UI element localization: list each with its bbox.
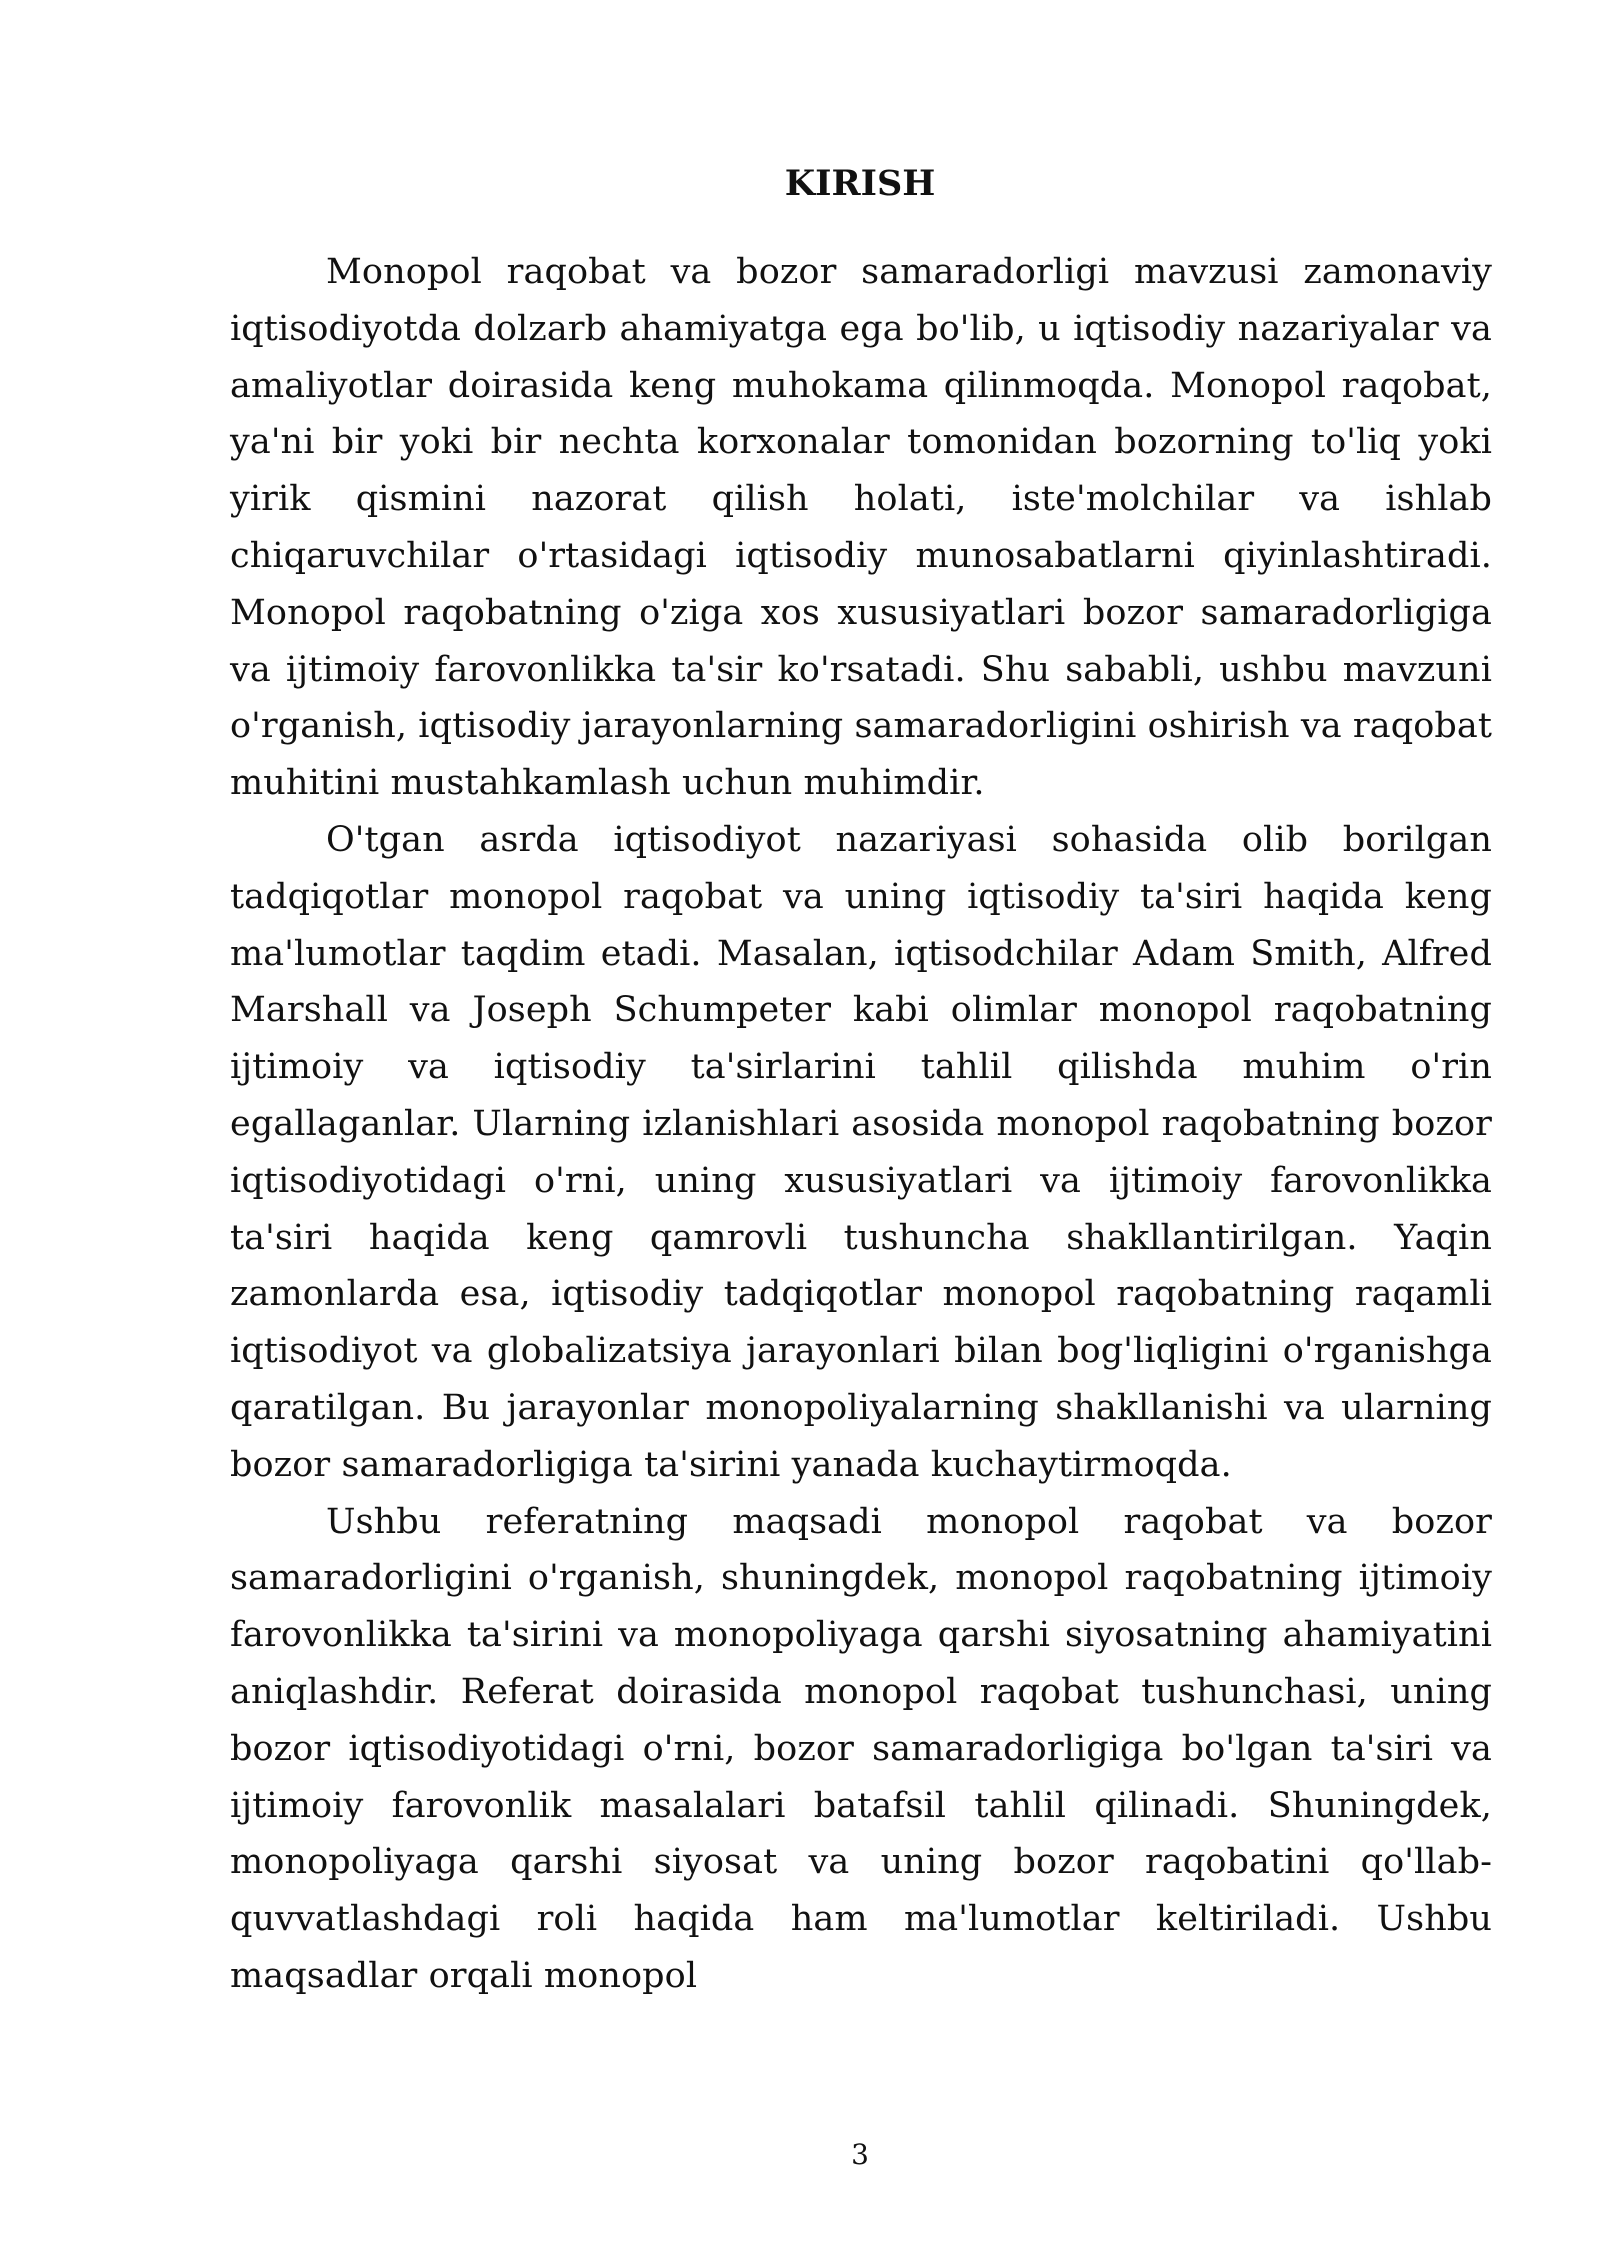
paragraph-2: O'tgan asrda iqtisodiyot nazariyasi sohasida olib borilgan tadqiqotlar monopol raqobat va uning iqtisodiy ta'siri haqida keng ma'lumotlar taqdim etadi. Masalan, iqtisodchilar Adam Smith, Alfred Marshall va Joseph Schumpeter kabi olimlar monopol raqobatning ijtimoiy va iqtisodiy ta'sirlarini tahlil qilishda muhim o'rin egallaganlar. Ularning izlanishlari asosida monopol raqobatning bozor iqtisodiyotidagi o'rni, uning xususiyatlari va ijtimoiy farovonlikka ta'siri haqida keng qamrovli tushuncha shakllantirilgan. Yaqin zamonlarda esa, iqtisodiy tadqiqotlar monopol raqobatning raqamli iqtisodiyot va globalizatsiya jarayonlari bilan bog'liqligini o'rganishga qaratilgan. Bu jarayonlar monopoliyalarning shakllanishi va ularning bozor samaradorligiga ta'sirini yanada kuchaytirmoqda. bbox=[230, 819, 1492, 1485]
paragraph-1: Monopol raqobat va bozor samaradorligi mavzusi zamonaviy iqtisodiyotda dolzarb ahamiyatga ega bo'lib, u iqtisodiy nazariyalar va amaliyotlar doirasida keng muhokama qilinmoqda. Monopol raqobat, ya'ni bir yoki bir nechta korxonalar tomonidan bozorning to'liq yoki yirik qismini nazorat qilish holati, iste'molchilar va ishlab chiqaruvchilar o'rtasidagi iqtisodiy munosabatlarni qiyinlashtiradi. Monopol raqobatning o'ziga xos xususiyatlari bozor samaradorligiga va ijtimoiy farovonlikka ta'sir ko'rsatadi. Shu sababli, ushbu mavzuni o'rganish, iqtisodiy jarayonlarning samaradorligini oshirish va raqobat muhitini mustahkamlash uchun muhimdir. bbox=[230, 252, 1493, 804]
page-title: KIRISH bbox=[784, 163, 936, 204]
paragraph-3: Ushbu referatning maqsadi monopol raqobat va bozor samaradorligini o'rganish, shuningdek, monopol raqobatning ijtimoiy farovonlikka ta'sirini va monopoliyaga qarshi siyosatning ahamiyatini aniqlashdir. Referat doirasida monopol raqobat tushunchasi, uning bozor iqtisodiyotidagi o'rni, bozor samaradorligiga bo'lgan ta'siri va ijtimoiy farovonlik masalalari batafsil tahlil qilinadi. Shuningdek, monopoliyaga qarshi siyosat va uning bozor raqobatini qo'llab-quvvatlashdagi roli haqida ham ma'lumotlar keltiriladi. Ushbu maqsadlar orqali monopol bbox=[230, 1501, 1492, 1996]
body-text bbox=[230, 244, 1492, 2005]
page-number: 3 bbox=[851, 2138, 869, 2171]
